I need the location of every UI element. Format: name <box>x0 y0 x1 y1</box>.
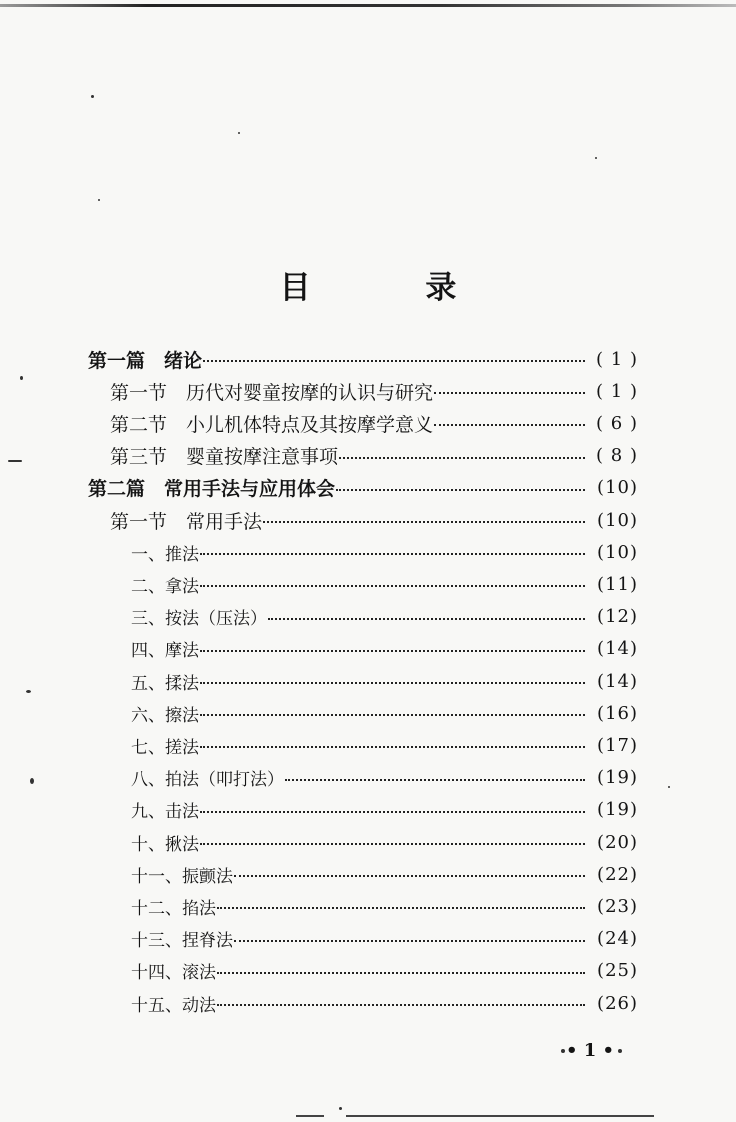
toc-entry-page: (10) <box>597 541 638 563</box>
toc-dot-leader <box>217 1004 585 1006</box>
toc-entry <box>131 925 638 953</box>
toc-entry-title: 十二、掐法 <box>131 898 216 919</box>
toc-entry-title: 第二节 小儿机体特点及其按摩学意义 <box>110 413 434 436</box>
toc-dot-leader <box>339 457 585 459</box>
toc-entry-page: (10) <box>597 477 638 499</box>
toc-entry <box>131 764 638 792</box>
toc-entry-title: 四、摩法 <box>131 641 199 662</box>
toc-entry <box>131 603 638 631</box>
toc-dot-leader <box>263 521 585 523</box>
toc-entry-page: (26) <box>597 992 638 1014</box>
toc-dot-leader <box>434 424 585 426</box>
toc-dot-leader <box>200 585 585 587</box>
toc-entry-page: ( 6 ) <box>596 412 638 434</box>
toc-entry <box>110 377 638 405</box>
toc-entry-title: 十三、捏脊法 <box>131 931 233 952</box>
scan-speck <box>91 95 94 98</box>
scan-speck <box>20 376 23 380</box>
toc-entry <box>131 538 638 566</box>
toc-entry <box>131 989 638 1017</box>
toc-entry-title: 十、揪法 <box>131 834 199 855</box>
toc-entry <box>110 409 638 437</box>
toc-entry <box>110 442 638 470</box>
page-number: • 1 • <box>565 1040 615 1061</box>
scan-speck <box>618 1049 622 1053</box>
scan-speck <box>8 460 22 462</box>
toc-entry-page: (19) <box>597 799 638 821</box>
scan-speck <box>238 132 240 134</box>
toc-entry <box>131 667 638 695</box>
toc-entry-title: 第一节 历代对婴童按摩的认识与研究 <box>110 381 434 404</box>
toc-entry <box>131 731 638 759</box>
toc-dot-leader <box>200 553 585 555</box>
toc-entry-page: (19) <box>597 767 638 789</box>
top-edge-line <box>0 4 736 7</box>
toc-entry-page: (22) <box>597 863 638 885</box>
toc-dot-leader <box>200 811 585 813</box>
toc-dot-leader <box>200 650 585 652</box>
toc-entry-page: (16) <box>597 702 638 724</box>
scan-speck <box>339 1107 342 1110</box>
toc-entry-page: ( 1 ) <box>596 348 638 370</box>
toc-dot-leader <box>200 746 585 748</box>
toc-entry <box>88 474 638 502</box>
toc-dot-leader <box>336 489 585 491</box>
toc-entry <box>131 699 638 727</box>
toc-entry-page: (10) <box>597 509 638 531</box>
toc-entry-page: (23) <box>597 895 638 917</box>
scan-speck <box>668 786 670 788</box>
toc-entry <box>131 892 638 920</box>
toc-entry-title: 三、按法（压法） <box>131 609 267 630</box>
toc-entry <box>88 345 638 373</box>
toc-dot-leader <box>285 779 585 781</box>
toc-dot-leader <box>203 360 585 362</box>
toc-entry-page: (25) <box>597 960 638 982</box>
toc-dot-leader <box>434 392 585 394</box>
scan-speck <box>30 778 34 784</box>
toc-entry-title: 第二篇 常用手法与应用体会 <box>88 478 336 501</box>
toc-entry-page: (14) <box>597 670 638 692</box>
toc-dot-leader <box>217 972 585 974</box>
bottom-rule-long <box>346 1115 654 1117</box>
toc-entry <box>110 506 638 534</box>
toc-entry-page: (20) <box>597 831 638 853</box>
toc-dot-leader <box>200 714 585 716</box>
toc-entry-page: ( 8 ) <box>596 445 638 467</box>
toc-entry-page: ( 1 ) <box>596 380 638 402</box>
toc-entry-title: 五、揉法 <box>131 673 199 694</box>
toc-entry <box>131 635 638 663</box>
toc-entry-title: 一、推法 <box>131 544 199 565</box>
toc-dot-leader <box>217 907 585 909</box>
toc-entry-page: (24) <box>597 928 638 950</box>
toc-entry-title: 八、拍法（叩打法） <box>131 770 284 791</box>
toc-entry <box>131 860 638 888</box>
toc-entry-title: 十四、滚法 <box>131 963 216 984</box>
toc-entry-page: (14) <box>597 638 638 660</box>
toc-entry <box>131 570 638 598</box>
scan-speck <box>98 199 100 201</box>
page-title: 目 录 <box>279 270 509 306</box>
toc-entry-title: 第三节 婴童按摩注意事项 <box>110 446 339 469</box>
toc-entry-title: 九、击法 <box>131 802 199 823</box>
toc-dot-leader <box>234 875 585 877</box>
toc-entry <box>131 957 638 985</box>
scan-speck <box>561 1049 565 1053</box>
scan-speck <box>26 690 31 693</box>
toc-entry-title: 七、搓法 <box>131 737 199 758</box>
toc-dot-leader <box>200 682 585 684</box>
toc-entry-page: (17) <box>597 734 638 756</box>
toc-entry-title: 第一篇 绪论 <box>88 349 203 372</box>
toc-dot-leader <box>200 843 585 845</box>
toc-entry-title: 第一节 常用手法 <box>110 510 263 533</box>
toc-entry-title: 十五、动法 <box>131 995 216 1016</box>
toc-entry-title: 二、拿法 <box>131 576 199 597</box>
bottom-rule-short <box>296 1115 324 1117</box>
toc-dot-leader <box>234 940 585 942</box>
toc-entry-title: 十一、振颤法 <box>131 866 233 887</box>
toc-dot-leader <box>268 618 585 620</box>
toc-entry <box>131 796 638 824</box>
toc-entry <box>131 828 638 856</box>
toc-entry-page: (12) <box>597 606 638 628</box>
toc-entry-title: 六、擦法 <box>131 705 199 726</box>
toc-entry-page: (11) <box>597 573 638 595</box>
scan-speck <box>595 157 597 159</box>
